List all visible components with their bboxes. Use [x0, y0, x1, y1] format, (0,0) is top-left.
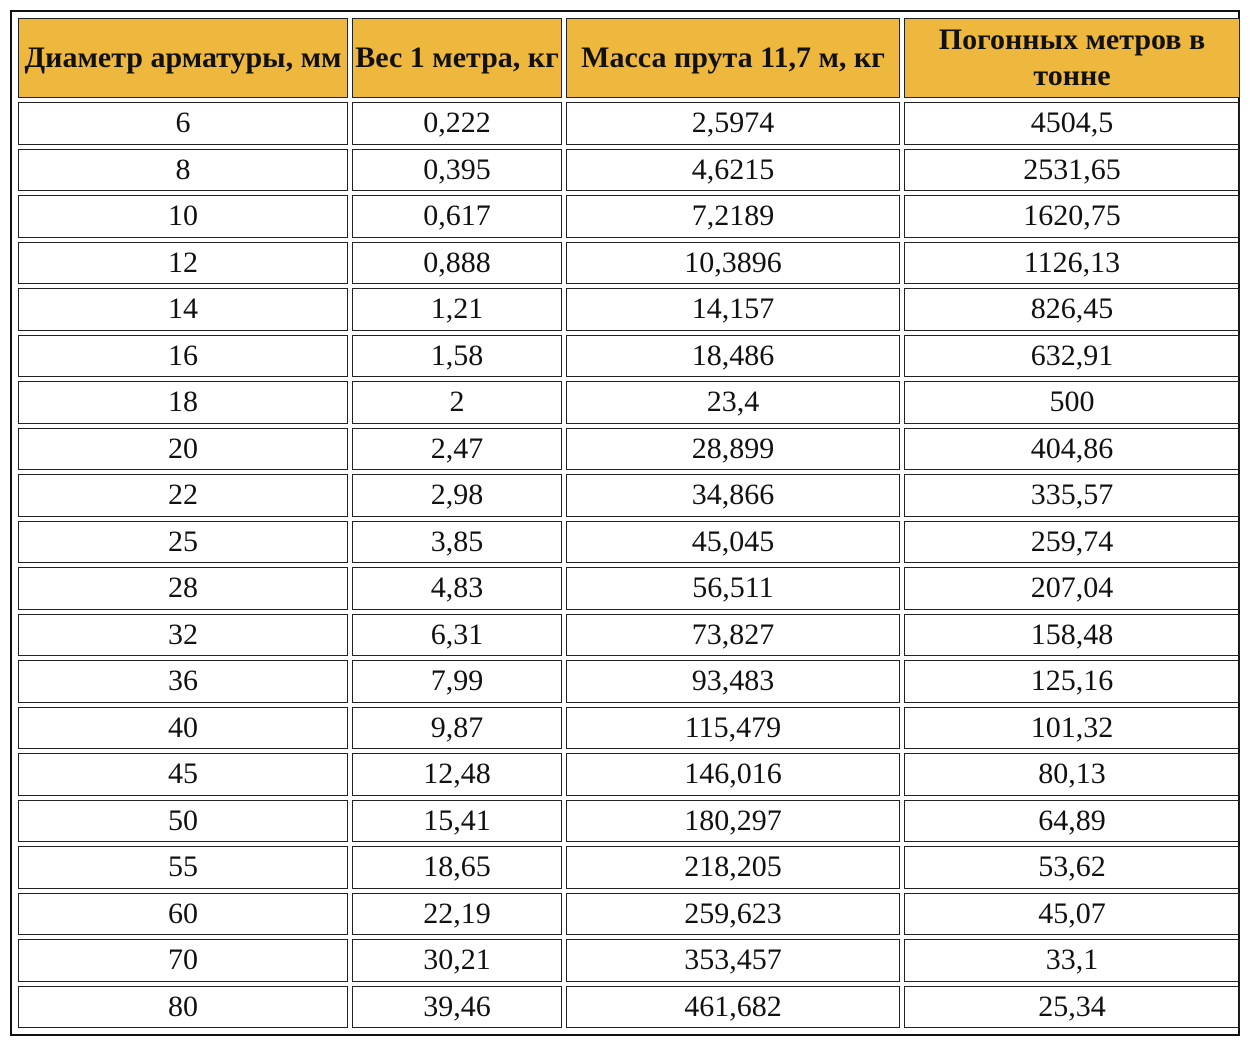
table-row — [18, 660, 1240, 703]
cell-meters-per-ton: 335,57 — [904, 474, 1240, 517]
table-row — [18, 288, 1240, 331]
cell-weight-per-meter: 15,41 — [352, 800, 562, 843]
table-row — [18, 102, 1240, 145]
cell-weight-per-meter: 0,888 — [352, 242, 562, 285]
cell-diameter: 40 — [18, 707, 348, 750]
cell-meters-per-ton: 500 — [904, 381, 1240, 424]
cell-weight-per-meter: 2 — [352, 381, 562, 424]
cell-bar-mass: 218,205 — [566, 846, 900, 889]
cell-weight-per-meter: 12,48 — [352, 753, 562, 796]
cell-bar-mass: 146,016 — [566, 753, 900, 796]
cell-diameter: 60 — [18, 893, 348, 936]
rebar-table-frame — [10, 10, 1240, 1036]
cell-weight-per-meter: 2,47 — [352, 428, 562, 471]
cell-weight-per-meter: 1,21 — [352, 288, 562, 331]
table-row — [18, 149, 1240, 192]
cell-meters-per-ton: 45,07 — [904, 893, 1240, 936]
cell-meters-per-ton: 25,34 — [904, 986, 1240, 1029]
cell-bar-mass: 2,5974 — [566, 102, 900, 145]
cell-meters-per-ton: 158,48 — [904, 614, 1240, 657]
cell-meters-per-ton: 53,62 — [904, 846, 1240, 889]
table-row — [18, 381, 1240, 424]
cell-weight-per-meter: 1,58 — [352, 335, 562, 378]
cell-diameter: 16 — [18, 335, 348, 378]
table-row — [18, 893, 1240, 936]
cell-meters-per-ton: 4504,5 — [904, 102, 1240, 145]
cell-bar-mass: 34,866 — [566, 474, 900, 517]
table-row — [18, 195, 1240, 238]
cell-meters-per-ton: 64,89 — [904, 800, 1240, 843]
table-row — [18, 474, 1240, 517]
table-row — [18, 800, 1240, 843]
cell-diameter: 6 — [18, 102, 348, 145]
cell-weight-per-meter: 18,65 — [352, 846, 562, 889]
cell-diameter: 14 — [18, 288, 348, 331]
cell-weight-per-meter: 2,98 — [352, 474, 562, 517]
table-row — [18, 335, 1240, 378]
cell-diameter: 70 — [18, 939, 348, 982]
cell-weight-per-meter: 0,222 — [352, 102, 562, 145]
cell-diameter: 12 — [18, 242, 348, 285]
header-row — [18, 18, 1240, 98]
cell-weight-per-meter: 9,87 — [352, 707, 562, 750]
cell-bar-mass: 4,6215 — [566, 149, 900, 192]
cell-diameter: 8 — [18, 149, 348, 192]
cell-weight-per-meter: 0,395 — [352, 149, 562, 192]
cell-bar-mass: 45,045 — [566, 521, 900, 564]
cell-meters-per-ton: 2531,65 — [904, 149, 1240, 192]
cell-bar-mass: 56,511 — [566, 567, 900, 610]
cell-meters-per-ton: 1620,75 — [904, 195, 1240, 238]
table-row — [18, 242, 1240, 285]
cell-meters-per-ton: 101,32 — [904, 707, 1240, 750]
cell-bar-mass: 7,2189 — [566, 195, 900, 238]
table-row — [18, 707, 1240, 750]
cell-meters-per-ton: 826,45 — [904, 288, 1240, 331]
cell-meters-per-ton: 404,86 — [904, 428, 1240, 471]
cell-bar-mass: 28,899 — [566, 428, 900, 471]
table-row — [18, 521, 1240, 564]
cell-weight-per-meter: 4,83 — [352, 567, 562, 610]
cell-weight-per-meter: 39,46 — [352, 986, 562, 1029]
rebar-weight-table — [14, 14, 1244, 1032]
cell-bar-mass: 180,297 — [566, 800, 900, 843]
cell-bar-mass: 18,486 — [566, 335, 900, 378]
cell-diameter: 45 — [18, 753, 348, 796]
header-diameter: Диаметр арматуры, мм — [18, 18, 348, 98]
cell-diameter: 22 — [18, 474, 348, 517]
cell-diameter: 28 — [18, 567, 348, 610]
cell-bar-mass: 93,483 — [566, 660, 900, 703]
table-row — [18, 567, 1240, 610]
table-row — [18, 939, 1240, 982]
cell-diameter: 80 — [18, 986, 348, 1029]
table-row — [18, 846, 1240, 889]
cell-bar-mass: 353,457 — [566, 939, 900, 982]
cell-meters-per-ton: 632,91 — [904, 335, 1240, 378]
cell-diameter: 36 — [18, 660, 348, 703]
cell-bar-mass: 14,157 — [566, 288, 900, 331]
cell-diameter: 50 — [18, 800, 348, 843]
table-body — [18, 102, 1240, 1028]
header-meters-per-ton: Погонных метров в тонне — [904, 18, 1240, 98]
cell-meters-per-ton: 125,16 — [904, 660, 1240, 703]
cell-diameter: 20 — [18, 428, 348, 471]
cell-meters-per-ton: 1126,13 — [904, 242, 1240, 285]
cell-bar-mass: 73,827 — [566, 614, 900, 657]
cell-diameter: 25 — [18, 521, 348, 564]
cell-diameter: 10 — [18, 195, 348, 238]
cell-weight-per-meter: 30,21 — [352, 939, 562, 982]
cell-weight-per-meter: 6,31 — [352, 614, 562, 657]
table-row — [18, 614, 1240, 657]
cell-bar-mass: 23,4 — [566, 381, 900, 424]
cell-diameter: 55 — [18, 846, 348, 889]
cell-weight-per-meter: 7,99 — [352, 660, 562, 703]
cell-meters-per-ton: 80,13 — [904, 753, 1240, 796]
cell-bar-mass: 115,479 — [566, 707, 900, 750]
cell-meters-per-ton: 207,04 — [904, 567, 1240, 610]
cell-meters-per-ton: 259,74 — [904, 521, 1240, 564]
cell-bar-mass: 259,623 — [566, 893, 900, 936]
cell-bar-mass: 461,682 — [566, 986, 900, 1029]
table-row — [18, 753, 1240, 796]
cell-weight-per-meter: 22,19 — [352, 893, 562, 936]
table-row — [18, 986, 1240, 1029]
cell-weight-per-meter: 0,617 — [352, 195, 562, 238]
header-bar-mass: Масса прута 11,7 м, кг — [566, 18, 900, 98]
cell-meters-per-ton: 33,1 — [904, 939, 1240, 982]
cell-bar-mass: 10,3896 — [566, 242, 900, 285]
cell-diameter: 32 — [18, 614, 348, 657]
table-row — [18, 428, 1240, 471]
cell-diameter: 18 — [18, 381, 348, 424]
cell-weight-per-meter: 3,85 — [352, 521, 562, 564]
header-weight-per-meter: Вес 1 метра, кг — [352, 18, 562, 98]
